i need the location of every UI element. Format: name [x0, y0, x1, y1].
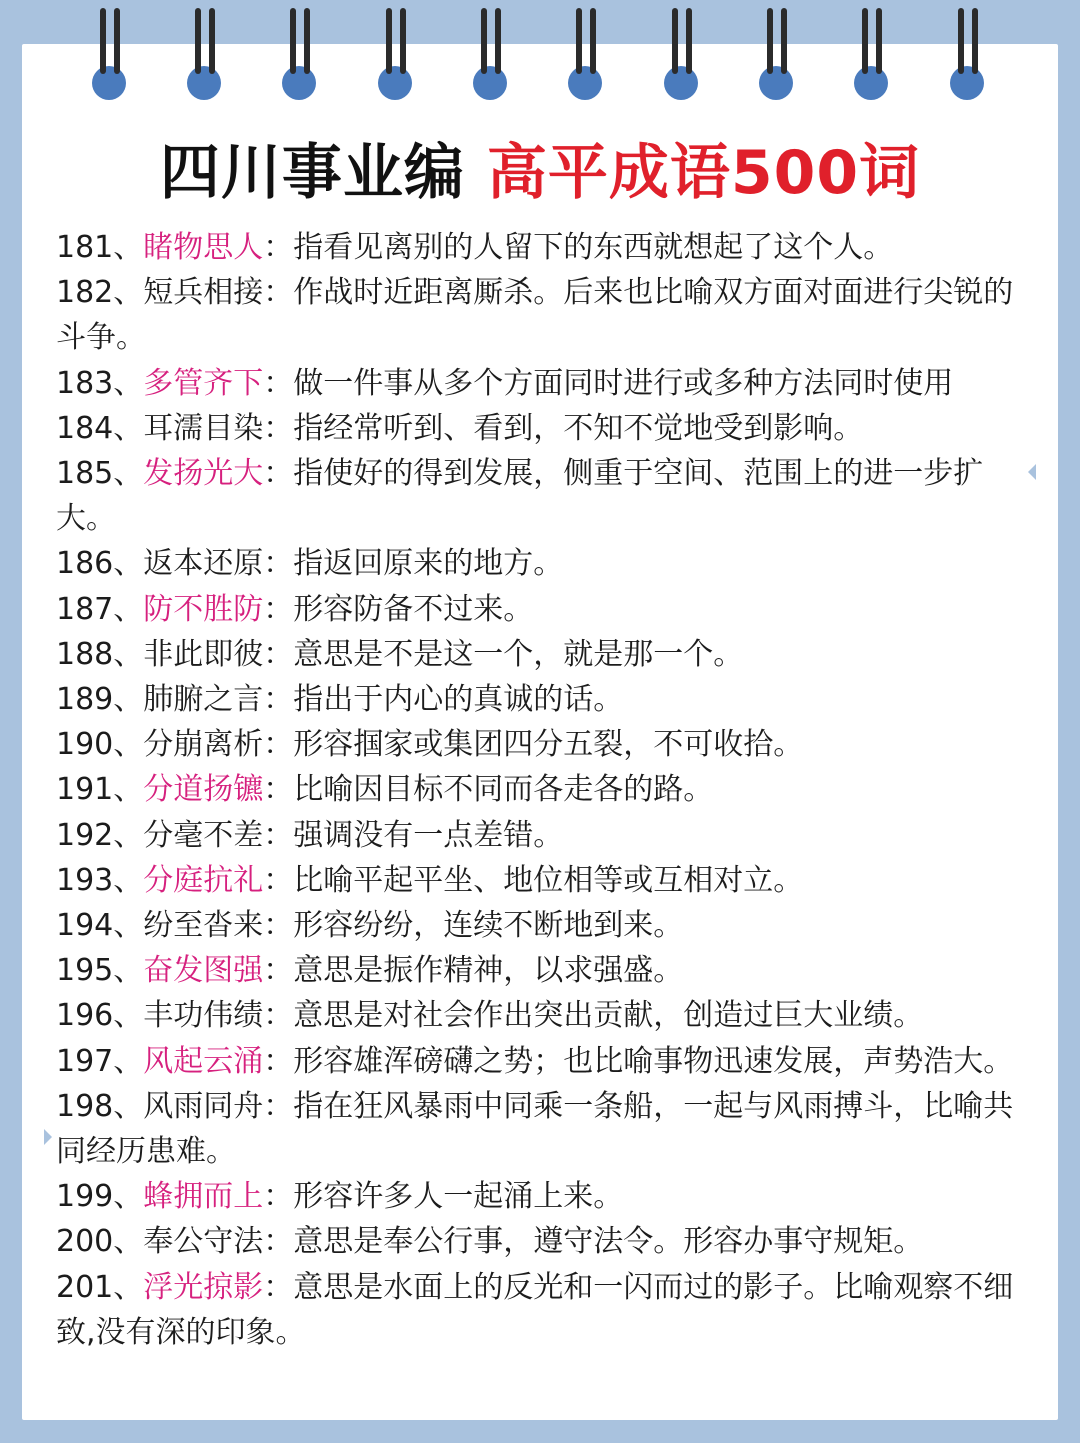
idiom-definition: 作战时近距离厮杀。后来也比喻双方面对面进行尖锐的斗争。	[56, 275, 1014, 356]
idiom-term: 纷至沓来	[143, 908, 264, 944]
idiom-entry	[56, 858, 1030, 903]
ring-hole	[92, 66, 126, 100]
entry-number: 188	[56, 636, 114, 672]
idiom-entry	[56, 451, 1030, 541]
idiom-definition: 比喻平起平坐、地位相等或互相对立。	[293, 862, 804, 898]
term-separator: ：	[263, 817, 294, 853]
number-separator: 、	[113, 230, 144, 265]
idiom-entry	[56, 1174, 1030, 1219]
number-separator: 、	[113, 953, 144, 989]
idiom-term: 丰功伟绩	[143, 998, 264, 1034]
term-separator: ：	[263, 1269, 294, 1305]
idiom-entry	[56, 813, 1030, 858]
idiom-term: 肺腑之言	[143, 682, 264, 718]
idiom-definition: 形容雄浑磅礴之势；也比喻事物迅速发展，声势浩大。	[293, 1043, 1014, 1079]
entry-number: 198	[56, 1088, 114, 1124]
number-separator: 、	[113, 275, 144, 311]
idiom-term: 耳濡目染	[143, 410, 264, 446]
term-separator: ：	[263, 1043, 294, 1079]
page-title	[0, 128, 1080, 218]
idiom-definition: 形容防备不过来。	[293, 591, 534, 627]
idiom-term: 防不胜防	[143, 591, 264, 627]
idiom-term: 奉公守法	[143, 1224, 264, 1260]
entry-number: 200	[56, 1224, 114, 1260]
term-separator: ：	[263, 908, 294, 944]
title-part-red: 高平成语500词	[486, 138, 921, 208]
ring-wire	[576, 8, 582, 74]
ring-wire	[114, 8, 120, 74]
idiom-term: 风雨同舟	[143, 1088, 264, 1124]
ring-wire	[195, 8, 201, 74]
idiom-entry	[56, 1084, 1030, 1174]
idiom-term: 短兵相接	[143, 275, 264, 311]
term-separator: ：	[263, 275, 294, 311]
term-separator: ：	[263, 1224, 294, 1260]
idiom-entry	[56, 225, 1030, 270]
idiom-entry	[56, 541, 1030, 586]
term-separator: ：	[263, 953, 294, 989]
binding-ring	[662, 0, 702, 110]
idiom-definition: 形容纷纷，连续不断地到来。	[293, 908, 684, 944]
binding-ring	[948, 0, 988, 110]
number-separator: 、	[113, 546, 144, 582]
ring-wire	[767, 8, 773, 74]
ring-wire	[400, 8, 406, 74]
entry-number: 183	[56, 365, 114, 401]
number-separator: 、	[113, 862, 144, 898]
ring-hole	[950, 66, 984, 100]
idiom-term: 奋发图强	[143, 953, 264, 989]
ring-wire	[958, 8, 964, 74]
entry-number: 191	[56, 772, 114, 808]
entry-number: 181	[56, 230, 114, 265]
term-separator: ：	[263, 456, 294, 492]
idiom-term: 睹物思人	[143, 230, 264, 265]
idiom-entry	[56, 270, 1030, 360]
idiom-term: 蜂拥而上	[143, 1179, 264, 1215]
ring-wire	[290, 8, 296, 74]
number-separator: 、	[113, 1088, 144, 1124]
ring-wire	[672, 8, 678, 74]
idiom-entry	[56, 406, 1030, 451]
number-separator: 、	[113, 682, 144, 718]
ring-wire	[304, 8, 310, 74]
ring-hole	[759, 66, 793, 100]
ring-wire	[386, 8, 392, 74]
idiom-entry	[56, 1265, 1030, 1355]
binding-ring	[376, 0, 416, 110]
idiom-term: 发扬光大	[143, 456, 264, 492]
ring-hole	[282, 66, 316, 100]
ring-wire	[781, 8, 787, 74]
term-separator: ：	[263, 1179, 294, 1215]
idiom-definition: 意思是振作精神，以求强盛。	[293, 953, 684, 989]
ring-wire	[590, 8, 596, 74]
entry-number: 190	[56, 727, 114, 763]
term-separator: ：	[263, 230, 294, 265]
idiom-list	[56, 225, 1030, 1355]
idiom-definition: 指在狂风暴雨中同乘一条船，一起与风雨搏斗，比喻共同经历患难。	[56, 1088, 1014, 1170]
idiom-entry	[56, 993, 1030, 1038]
ring-hole	[664, 66, 698, 100]
entry-number: 197	[56, 1043, 114, 1079]
number-separator: 、	[113, 908, 144, 944]
idiom-definition: 意思是对社会作出突出贡献，创造过巨大业绩。	[293, 998, 924, 1034]
ring-wire	[972, 8, 978, 74]
idiom-term: 浮光掠影	[143, 1269, 264, 1305]
entry-number: 195	[56, 953, 114, 989]
idiom-term: 非此即彼	[143, 636, 264, 672]
entry-number: 186	[56, 546, 114, 582]
entry-number: 201	[56, 1269, 114, 1305]
ring-wire	[481, 8, 487, 74]
idiom-term: 风起云涌	[143, 1043, 264, 1079]
number-separator: 、	[113, 591, 144, 627]
number-separator: 、	[113, 1269, 144, 1305]
ring-wire	[862, 8, 868, 74]
idiom-definition: 指使好的得到发展，侧重于空间、范围上的进一步扩大。	[56, 456, 984, 537]
idiom-entry	[56, 1219, 1030, 1264]
entry-number: 187	[56, 591, 114, 627]
idiom-entry	[56, 767, 1030, 812]
term-separator: ：	[263, 636, 294, 672]
idiom-definition: 意思是不是这一个，就是那一个。	[293, 636, 744, 672]
entry-number: 193	[56, 862, 114, 898]
binding-ring	[185, 0, 225, 110]
term-separator: ：	[263, 862, 294, 898]
ring-wire	[495, 8, 501, 74]
binding-ring	[471, 0, 511, 110]
idiom-entry	[56, 722, 1030, 767]
idiom-definition: 指返回原来的地方。	[293, 546, 564, 582]
ring-wire	[876, 8, 882, 74]
idiom-definition: 指看见离别的人留下的东西就想起了这个人。	[293, 230, 894, 265]
binding-ring	[757, 0, 797, 110]
term-separator: ：	[263, 682, 294, 718]
entry-number: 196	[56, 998, 114, 1034]
term-separator: ：	[263, 727, 294, 763]
idiom-definition: 形容掴家或集团四分五裂，不可收拾。	[293, 727, 804, 763]
number-separator: 、	[113, 636, 144, 672]
idiom-term: 分庭抗礼	[143, 862, 264, 898]
term-separator: ：	[263, 365, 294, 401]
entry-number: 184	[56, 410, 114, 446]
ring-wire	[686, 8, 692, 74]
number-separator: 、	[113, 1043, 144, 1079]
idiom-entry	[56, 632, 1030, 677]
term-separator: ：	[263, 410, 294, 446]
binding-ring	[852, 0, 892, 110]
idiom-term: 分崩离析	[143, 727, 264, 763]
number-separator: 、	[113, 998, 144, 1034]
idiom-term: 分道扬镳	[143, 772, 264, 808]
entry-number: 194	[56, 908, 114, 944]
term-separator: ：	[263, 998, 294, 1034]
ring-wire	[100, 8, 106, 74]
number-separator: 、	[113, 365, 144, 401]
ring-hole	[473, 66, 507, 100]
term-separator: ：	[263, 591, 294, 627]
entry-number: 189	[56, 682, 114, 718]
number-separator: 、	[113, 727, 144, 763]
binding-ring	[90, 0, 130, 110]
entry-number: 199	[56, 1179, 114, 1215]
paper-edge-notch	[44, 1129, 52, 1145]
number-separator: 、	[113, 1179, 144, 1215]
number-separator: 、	[113, 456, 144, 492]
ring-hole	[187, 66, 221, 100]
entry-number: 185	[56, 456, 114, 492]
idiom-definition: 意思是水面上的反光和一闪而过的影子。比喻观察不细致,没有深的印象。	[56, 1269, 1014, 1350]
ring-hole	[568, 66, 602, 100]
term-separator: ：	[263, 1088, 294, 1124]
idiom-term: 返本还原	[143, 546, 264, 582]
idiom-definition: 指经常听到、看到，不知不觉地受到影响。	[293, 410, 864, 446]
number-separator: 、	[113, 410, 144, 446]
idiom-definition: 做一件事从多个方面同时进行或多种方法同时使用	[293, 365, 954, 401]
idiom-definition: 形容许多人一起涌上来。	[293, 1179, 624, 1215]
binding-ring	[566, 0, 606, 110]
idiom-term: 分毫不差	[143, 817, 264, 853]
title-part-black: 四川事业编	[159, 138, 465, 208]
entry-number: 192	[56, 817, 114, 853]
entry-number: 182	[56, 275, 114, 311]
number-separator: 、	[113, 1224, 144, 1260]
idiom-entry	[56, 361, 1030, 406]
ring-hole	[378, 66, 412, 100]
idiom-entry	[56, 948, 1030, 993]
idiom-definition: 强调没有一点差错。	[293, 817, 564, 853]
idiom-term: 多管齐下	[143, 365, 264, 401]
term-separator: ：	[263, 546, 294, 582]
idiom-entry	[56, 1039, 1030, 1084]
idiom-definition: 意思是奉公行事，遵守法令。形容办事守规矩。	[293, 1224, 924, 1260]
binding-ring	[280, 0, 320, 110]
ring-wire	[209, 8, 215, 74]
idiom-definition: 指出于内心的真诚的话。	[293, 682, 624, 718]
idiom-entry	[56, 903, 1030, 948]
idiom-entry	[56, 587, 1030, 632]
idiom-entry	[56, 677, 1030, 722]
ring-hole	[854, 66, 888, 100]
idiom-definition: 比喻因目标不同而各走各的路。	[293, 772, 714, 808]
term-separator: ：	[263, 772, 294, 808]
number-separator: 、	[113, 817, 144, 853]
number-separator: 、	[113, 772, 144, 808]
